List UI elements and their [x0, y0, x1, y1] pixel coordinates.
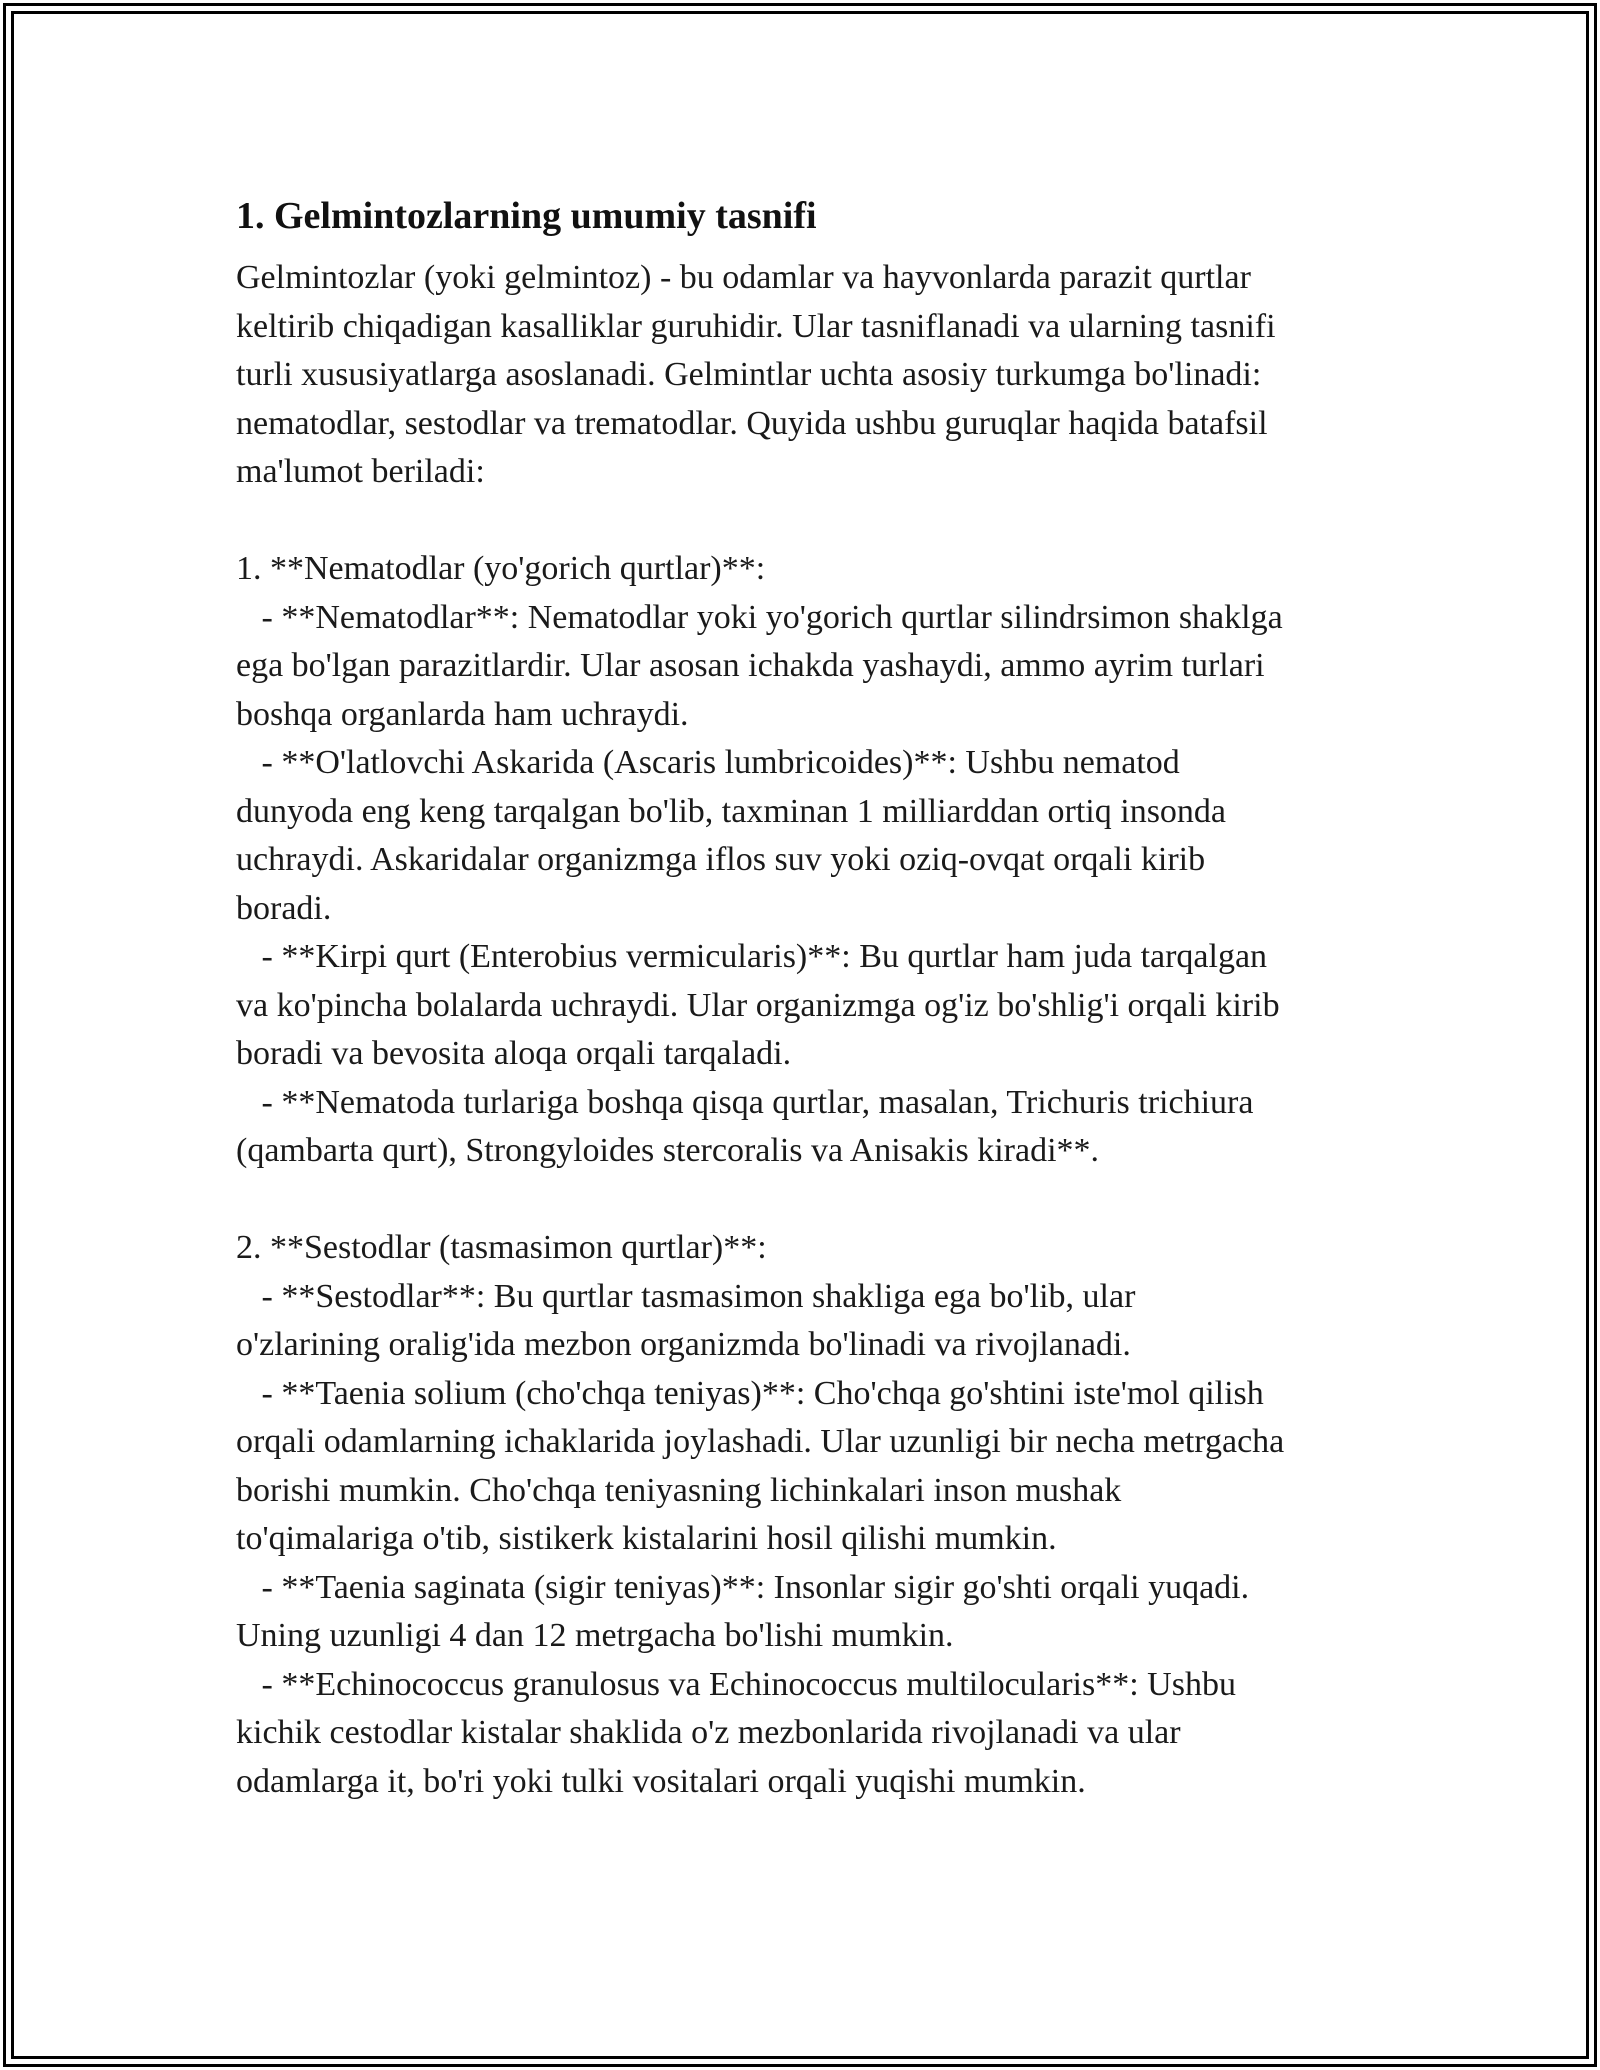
- text-line: 1. **Nematodlar (yo'gorich qurtlar)**:: [236, 550, 766, 587]
- document-body: [236, 254, 1376, 1806]
- text-line: nematodlar, sestodlar va trematodlar. Quyida ushbu guruqlar haqida batafsil: [236, 404, 1268, 442]
- text-line: - **Kirpi qurt (Enterobius vermicularis)**: Bu qurtlar ham juda tarqalgan: [236, 938, 1268, 975]
- text-line: - **O'latlovchi Askarida (Ascaris lumbricoides)**: Ushbu nematod: [236, 744, 1180, 781]
- text-line: keltirib chiqadigan kasalliklar guruhidir. Ular tasniflanadi va ularning tasnifi: [236, 307, 1276, 345]
- section-title: 1. Gelmintozlarning umumiy tasnifi: [236, 195, 817, 237]
- text-line: borishi mumkin. Cho'chqa teniyasning lichinkalari inson mushak: [236, 1471, 1122, 1509]
- text-line: (qambarta qurt), Strongyloides stercoralis va Anisakis kiradi**.: [236, 1132, 1100, 1169]
- text-line: ega bo'lgan parazitlardir. Ular asosan ichakda yashaydi, ammo ayrim turlari: [236, 647, 1265, 684]
- text-line: Uning uzunligi 4 dan 12 metrgacha bo'lishi mumkin.: [236, 1617, 954, 1654]
- text-line: - **Taenia saginata (sigir teniyas)**: Insonlar sigir go'shti orqali yuqadi.: [236, 1568, 1250, 1606]
- text-line: 2. **Sestodlar (tasmasimon qurtlar)**:: [236, 1229, 767, 1266]
- text-line: orqali odamlarning ichaklarida joylashadi. Ular uzunligi bir necha metrgacha: [236, 1423, 1285, 1460]
- text-line: kichik cestodlar kistalar shaklida o'z mezbonlarida rivojlanadi va ular: [236, 1714, 1181, 1751]
- text-line: turli xususiyatlarga asoslanadi. Gelmintlar uchta asosiy turkumga bo'linadi:: [236, 356, 1262, 393]
- text-line: - **Sestodlar**: Bu qurtlar tasmasimon shakliga ega bo'lib, ular: [236, 1277, 1136, 1315]
- text-line: Gelmintozlar (yoki gelmintoz) - bu odamlar va hayvonlarda parazit qurtlar: [236, 259, 1251, 296]
- blank-line: [236, 1176, 1376, 1225]
- text-line: odamlarga it, bo'ri yoki tulki vositalari orqali yuqishi mumkin.: [236, 1762, 1086, 1800]
- text-line: uchraydi. Askaridalar organizmga iflos suv yoki oziq-ovqat orqali kirib: [236, 841, 1206, 878]
- text-line: ma'lumot beriladi:: [236, 453, 485, 490]
- text-line: dunyoda eng keng tarqalgan bo'lib, taxminan 1 milliarddan ortiq insonda: [236, 792, 1227, 830]
- text-line: boradi va bevosita aloqa orqali tarqaladi.: [236, 1035, 792, 1072]
- document-page: [236, 186, 1376, 1806]
- text-line: o'zlarining oralig'ida mezbon organizmda bo'linadi va rivojlanadi.: [236, 1326, 1131, 1363]
- text-line: boradi.: [236, 889, 332, 927]
- text-line: - **Nematoda turlariga boshqa qisqa qurtlar, masalan, Trichuris trichiura: [236, 1083, 1254, 1121]
- text-line: to'qimalariga o'tib, sistikerk kistalarini hosil qilishi mumkin.: [236, 1520, 1057, 1557]
- text-line: - **Taenia solium (cho'chqa teniyas)**: Cho'chqa go'shtini iste'mol qilish: [236, 1374, 1264, 1412]
- text-line: - **Echinococcus granulosus va Echinococcus multilocularis**: Ushbu: [236, 1665, 1236, 1703]
- text-line: va ko'pincha bolalarda uchraydi. Ular organizmga og'iz bo'shlig'i orqali kirib: [236, 986, 1280, 1024]
- blank-line: [236, 497, 1376, 546]
- text-line: boshqa organlarda ham uchraydi.: [236, 695, 689, 733]
- text-line: - **Nematodlar**: Nematodlar yoki yo'gorich qurtlar silindrsimon shaklga: [236, 598, 1283, 636]
